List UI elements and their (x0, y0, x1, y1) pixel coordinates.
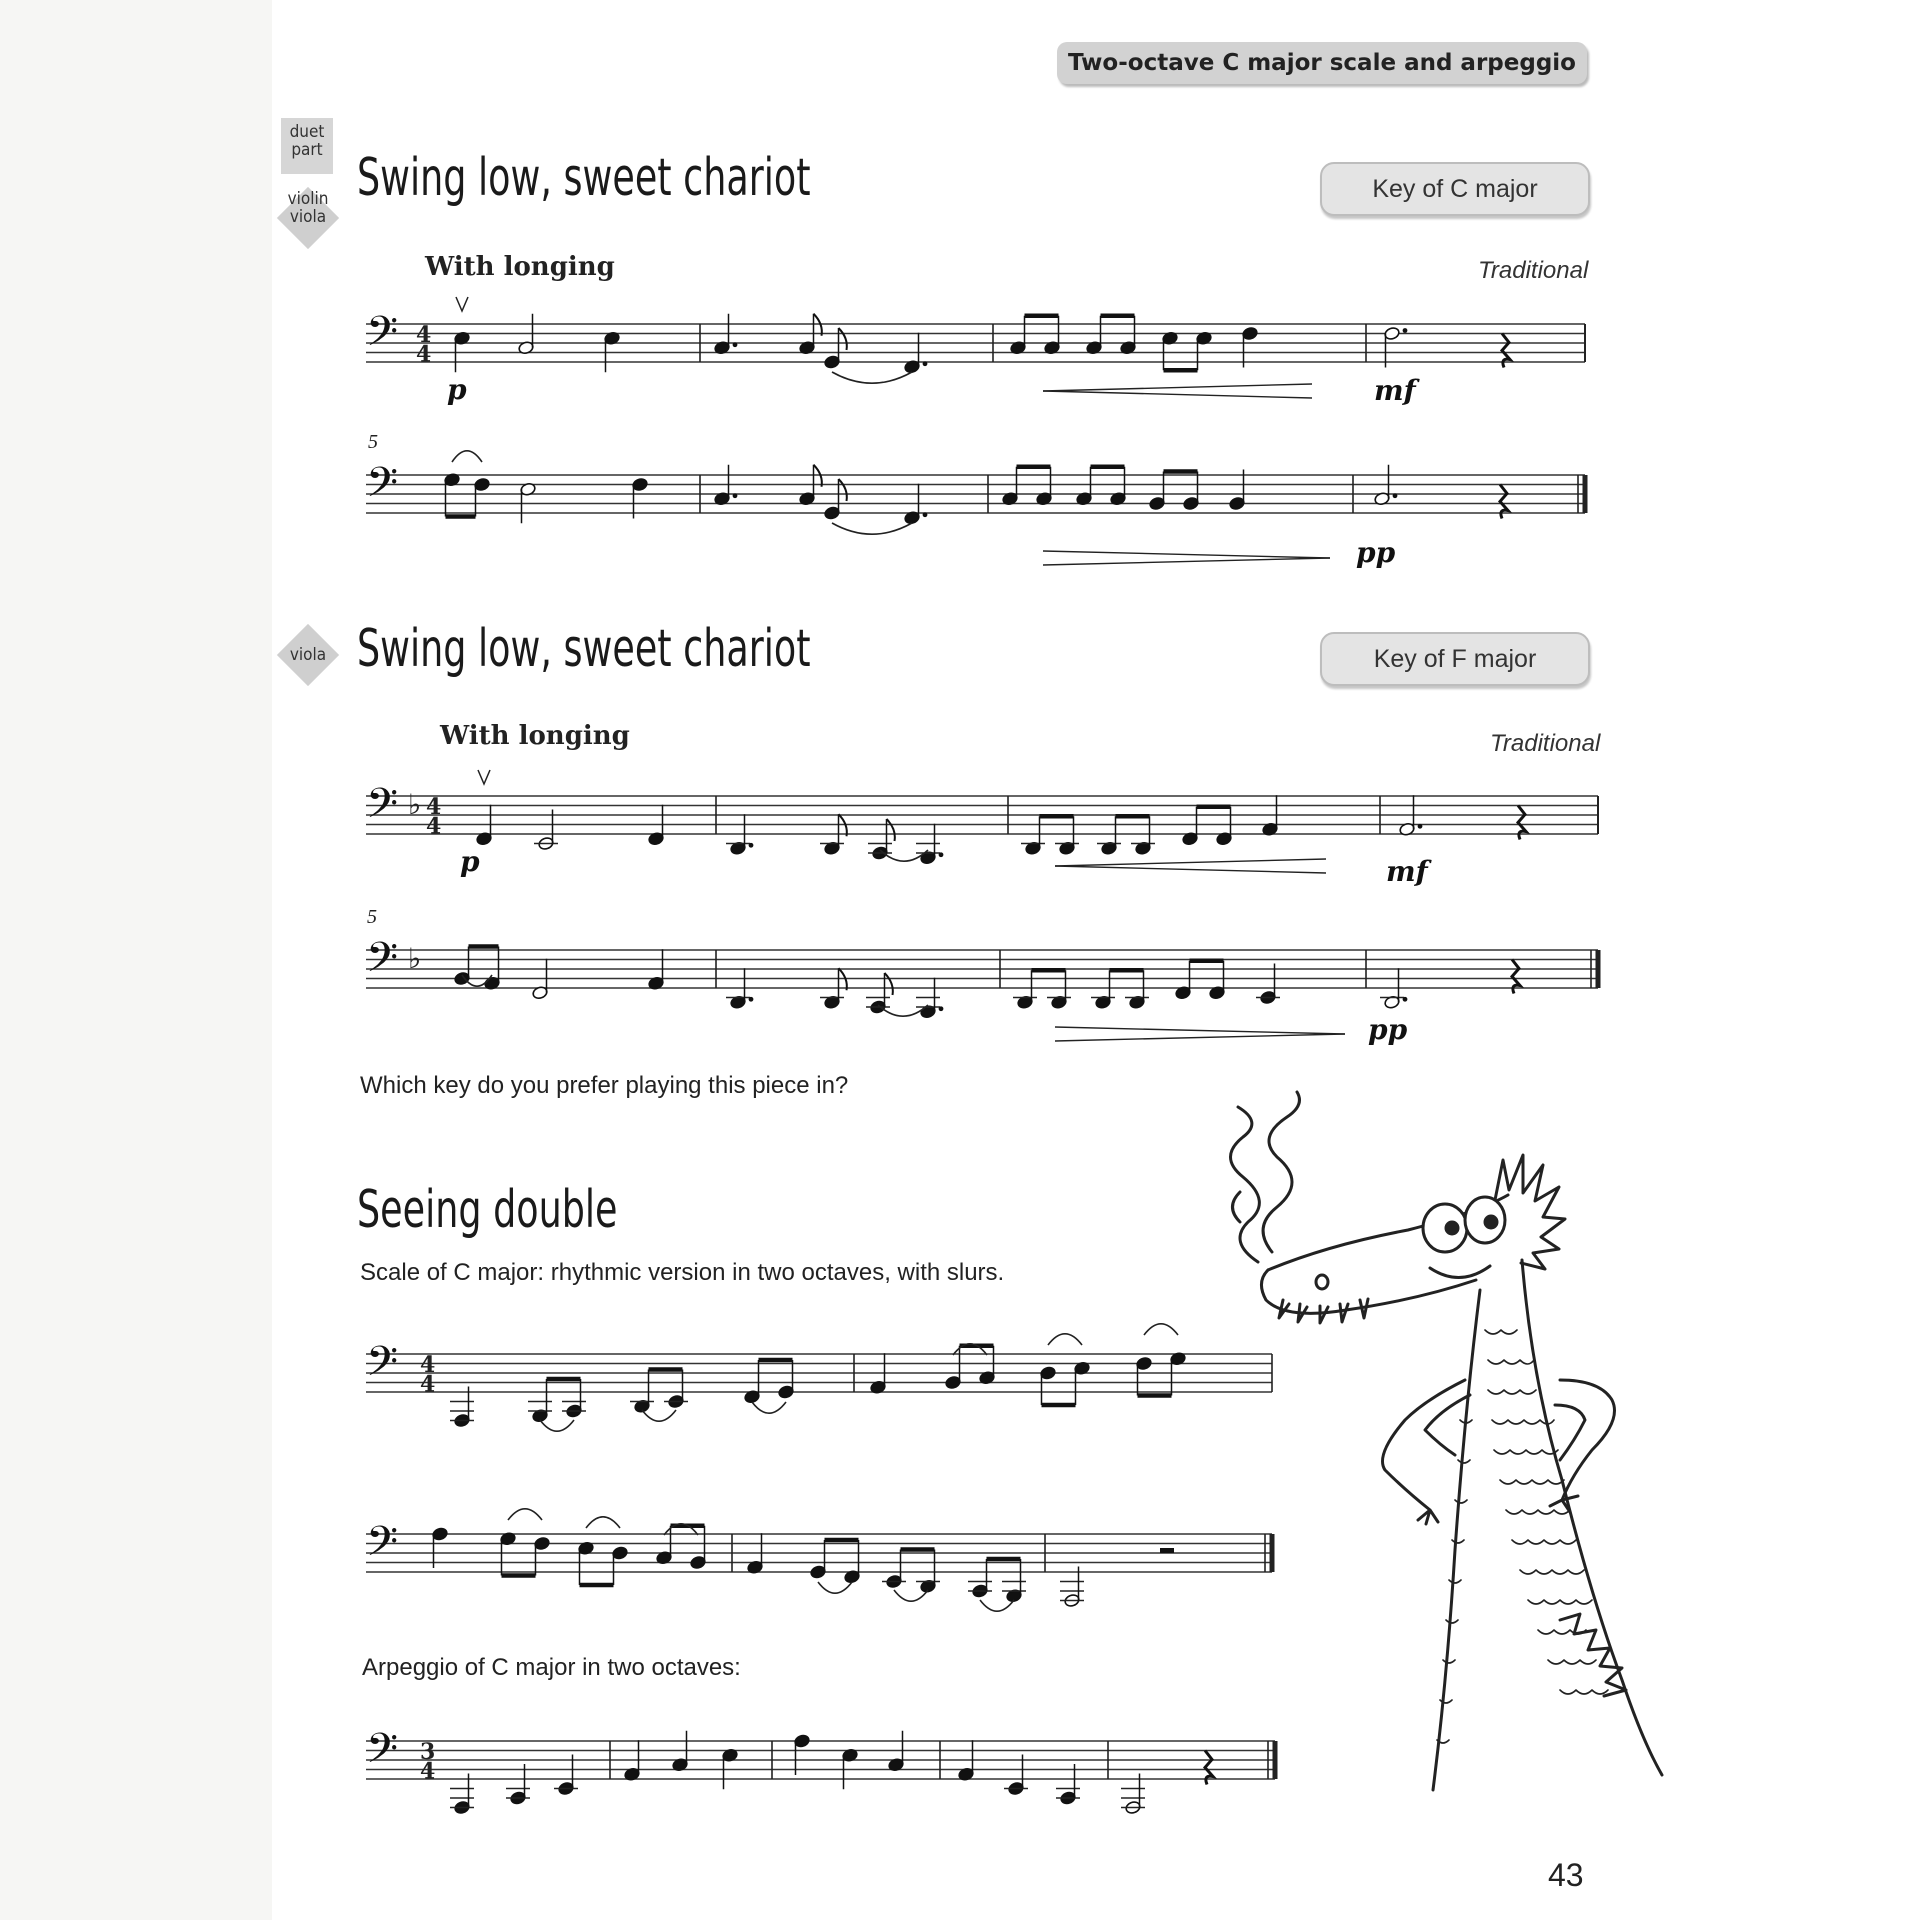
slur (752, 1402, 786, 1413)
bass-clef-icon: 𝄢 (366, 1724, 399, 1783)
scale-caption: Scale of C major: rhythmic version in two octaves, with slurs. (360, 1259, 1005, 1286)
slur (1144, 1324, 1178, 1335)
slur (508, 1509, 542, 1520)
bass-clef-icon: 𝄢 (366, 1337, 399, 1396)
bass-clef-icon: 𝄢 (366, 458, 399, 517)
slur (1048, 1334, 1082, 1345)
piece-1-tempo: With longing (425, 252, 615, 282)
up-bow-icon (478, 770, 490, 784)
dynamic-marking: p (460, 845, 480, 878)
hairpin-line (1043, 551, 1330, 558)
note-flag (839, 968, 847, 990)
bass-clef-icon: 𝄢 (366, 1517, 399, 1576)
note-flag (814, 314, 822, 336)
bass-clef-icon: 𝄢 (366, 779, 399, 838)
arpeggio-caption: Arpeggio of C major in two octaves: (362, 1654, 741, 1681)
dynamic-marking: pp (1356, 536, 1396, 569)
hairpin-line (1043, 384, 1312, 391)
dot (1403, 997, 1408, 1002)
slur (586, 1517, 620, 1528)
up-bow-icon (456, 297, 468, 311)
hairpin-line (1043, 558, 1330, 565)
dot (923, 512, 928, 517)
exercise-title: Seeing double (357, 1180, 618, 1240)
slur (894, 1590, 928, 1601)
piece-2-title: Swing low, sweet chariot (357, 619, 811, 679)
time-signature-bottom: 4 (426, 813, 442, 840)
hairpin-line (1043, 391, 1312, 398)
half-rest-icon (1160, 1548, 1174, 1553)
time-signature-bottom: 4 (420, 1758, 436, 1785)
violin-viola-label: violin viola (287, 189, 329, 227)
note-flag (839, 328, 847, 350)
note-flag (839, 479, 847, 501)
measure-number: 5 (367, 906, 377, 928)
slur (818, 1582, 852, 1593)
time-signature-bottom: 4 (416, 341, 432, 368)
hairpin-line (1055, 1034, 1345, 1041)
time-signature-top: 4 (420, 1352, 436, 1379)
piece-2-tempo: With longing (440, 721, 630, 751)
dynamic-marking: mf (1386, 855, 1428, 888)
dot (733, 493, 738, 498)
dot (923, 361, 928, 366)
dot (1403, 328, 1408, 333)
hairpin-line (1055, 1027, 1345, 1034)
note-flag (814, 465, 822, 487)
piece-1-title: Swing low, sweet chariot (357, 148, 811, 208)
slur (642, 1410, 676, 1421)
slur (980, 1600, 1014, 1611)
slur (832, 523, 912, 534)
section-header-tab: Two-octave C major scale and arpeggio (1057, 42, 1587, 84)
dot (939, 852, 944, 857)
dynamic-marking: pp (1368, 1013, 1408, 1046)
note-flag (885, 973, 893, 995)
hairpin-line (1055, 859, 1326, 866)
page-number: 43 (1548, 1857, 1584, 1893)
measure-number: 5 (368, 431, 378, 453)
dot (733, 342, 738, 347)
viola-label: viola (289, 645, 327, 665)
dot (1418, 824, 1423, 829)
question-text: Which key do you prefer playing this piece in? (360, 1072, 849, 1099)
note-flag (839, 814, 847, 836)
duet-part-label: duet part (289, 122, 325, 160)
time-signature-bottom: 4 (420, 1371, 436, 1398)
hairpin-line (1055, 866, 1326, 873)
dot (749, 997, 754, 1002)
slur (832, 372, 912, 383)
dot (1393, 493, 1398, 498)
piece-2-key-box: Key of F major (1320, 632, 1590, 686)
dynamic-marking: p (447, 373, 467, 406)
piece-1-key-box: Key of C major (1320, 162, 1590, 216)
dot (749, 843, 754, 848)
time-signature-top: 4 (416, 322, 432, 349)
slur (452, 451, 482, 462)
dot (939, 1006, 944, 1011)
time-signature-top: 3 (420, 1739, 436, 1766)
piece-2-composer: Traditional (1490, 730, 1601, 757)
bass-clef-icon: 𝄢 (366, 307, 399, 366)
slur (540, 1420, 574, 1431)
dynamic-marking: mf (1374, 374, 1416, 407)
note-flag (887, 819, 895, 841)
piece-1-composer: Traditional (1478, 257, 1589, 284)
time-signature-top: 4 (426, 794, 442, 821)
flat-sign-icon: ♭ (408, 942, 422, 976)
bass-clef-icon: 𝄢 (366, 933, 399, 992)
flat-sign-icon: ♭ (408, 788, 422, 822)
